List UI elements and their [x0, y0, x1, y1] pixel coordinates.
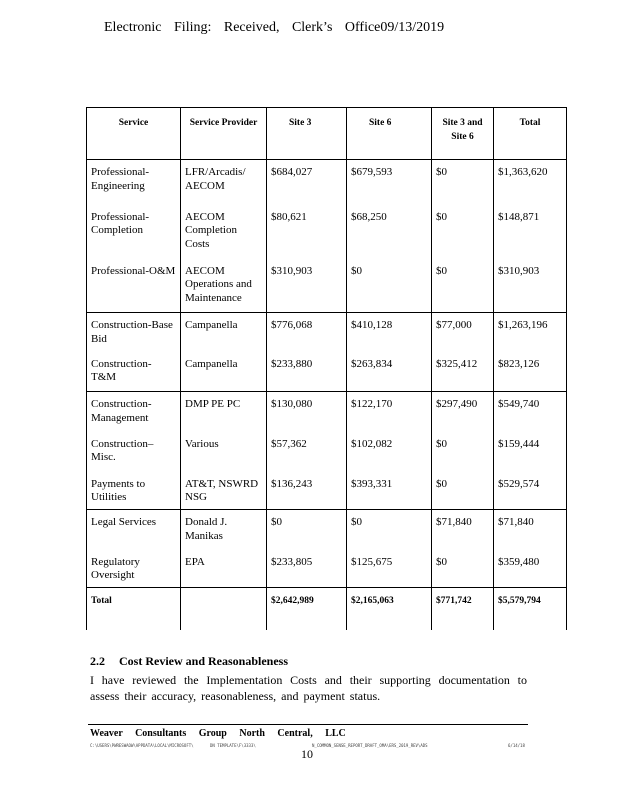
section-heading	[90, 654, 288, 669]
page-number: 10	[301, 747, 313, 761]
total-site3: $2,642,989	[267, 588, 347, 631]
cell-service: Professional-O&M	[87, 259, 181, 313]
cell-site36: $0	[432, 259, 494, 313]
table-row	[87, 472, 567, 510]
col-site3: Site 3	[267, 108, 347, 160]
cell-site36: $297,490	[432, 392, 494, 432]
cost-table	[86, 107, 567, 630]
cell-site36: $325,412	[432, 352, 494, 392]
cell-site3: $776,068	[267, 313, 347, 352]
cell-total: $359,480	[494, 550, 567, 588]
footer-path-right: N_COMMON_SENSE_REPORT_DRAFT_OMA\ERS_2019_REV\ADS	[312, 743, 428, 748]
cell-provider: AT&T, NSWRD NSG	[181, 472, 267, 510]
cell-site3: $0	[267, 510, 347, 550]
cell-site6: $263,834	[347, 352, 432, 392]
cell-site6: $102,082	[347, 432, 432, 472]
cell-provider: AECOM Operations and Maintenance	[181, 259, 267, 313]
footer-path-mid: DN TEMPLATE\F\3333\	[210, 743, 256, 748]
total-total: $5,579,794	[494, 588, 567, 631]
cell-total: $1,263,196	[494, 313, 567, 352]
footer-rule	[88, 724, 528, 725]
total-site6: $2,165,063	[347, 588, 432, 631]
cell-total: $71,840	[494, 510, 567, 550]
table-row	[87, 259, 567, 313]
cell-total: $148,871	[494, 205, 567, 259]
table-row	[87, 510, 567, 550]
cell-total: $1,363,620	[494, 160, 567, 205]
cell-provider: LFR/Arcadis/ AECOM	[181, 160, 267, 205]
cell-provider: Donald J. Manikas	[181, 510, 267, 550]
cell-site3: $136,243	[267, 472, 347, 510]
cell-provider: AECOM Completion Costs	[181, 205, 267, 259]
cell-site6: $0	[347, 259, 432, 313]
table-row	[87, 205, 567, 259]
col-provider: Service Provider	[181, 108, 267, 160]
cell-total: $310,903	[494, 259, 567, 313]
body-paragraph: I have reviewed the Implementation Costs and their supporting documentation to assess their accuracy, reasonableness, and payment status.	[90, 673, 527, 703]
cell-site3: $57,362	[267, 432, 347, 472]
cell-provider: Various	[181, 432, 267, 472]
table-row	[87, 550, 567, 588]
total-label: Total	[87, 588, 181, 631]
footer-date: 6/14/18	[508, 743, 525, 748]
cell-service: Construction-Base Bid	[87, 313, 181, 352]
cell-provider: Campanella	[181, 352, 267, 392]
cell-site36: $0	[432, 160, 494, 205]
cell-site3: $310,903	[267, 259, 347, 313]
total-provider-blank	[181, 588, 267, 631]
table-header-row	[87, 108, 567, 160]
cell-site36: $71,840	[432, 510, 494, 550]
cell-total: $529,574	[494, 472, 567, 510]
cell-site6: $393,331	[347, 472, 432, 510]
cell-site36: $0	[432, 472, 494, 510]
table-row	[87, 313, 567, 352]
table-row	[87, 160, 567, 205]
cell-site36: $0	[432, 550, 494, 588]
cell-site3: $684,027	[267, 160, 347, 205]
cell-service: Payments to Utilities	[87, 472, 181, 510]
cell-site6: $125,675	[347, 550, 432, 588]
cell-site3: $130,080	[267, 392, 347, 432]
cell-provider: DMP PE PC	[181, 392, 267, 432]
col-total: Total	[494, 108, 567, 160]
cell-total: $549,740	[494, 392, 567, 432]
cell-total: $823,126	[494, 352, 567, 392]
cell-site36: $0	[432, 432, 494, 472]
section-number: 2.2	[90, 654, 105, 668]
cell-site36: $0	[432, 205, 494, 259]
cell-site36: $77,000	[432, 313, 494, 352]
cell-site6: $0	[347, 510, 432, 550]
footer-company: Weaver Consultants Group North Central, LLC	[90, 728, 346, 739]
cell-service: Professional-Engineering	[87, 160, 181, 205]
cell-site3: $80,621	[267, 205, 347, 259]
cell-service: Construction–Misc.	[87, 432, 181, 472]
cell-site6: $410,128	[347, 313, 432, 352]
cell-site6: $122,170	[347, 392, 432, 432]
cell-service: Construction-T&M	[87, 352, 181, 392]
col-service: Service	[87, 108, 181, 160]
table-total-row	[87, 588, 567, 631]
cell-provider: Campanella	[181, 313, 267, 352]
cell-site3: $233,880	[267, 352, 347, 392]
col-site36: Site 3 and Site 6	[432, 108, 494, 160]
footer-path-left: C:\USERS\PWRESWAOW\APPDATA\LOCAL\MICROSOFT\	[90, 743, 194, 748]
cell-provider: EPA	[181, 550, 267, 588]
cell-total: $159,444	[494, 432, 567, 472]
filing-header: Electronic Filing: Received, Clerk’s Office09/13/2019	[104, 20, 445, 35]
cell-service: Professional-Completion	[87, 205, 181, 259]
cell-site6: $679,593	[347, 160, 432, 205]
col-site6: Site 6	[347, 108, 432, 160]
cell-service: Legal Services	[87, 510, 181, 550]
total-site36: $771,742	[432, 588, 494, 631]
section-title: Cost Review and Reasonableness	[119, 654, 289, 668]
cell-site3: $233,805	[267, 550, 347, 588]
table-row	[87, 432, 567, 472]
table-row	[87, 352, 567, 392]
table-row	[87, 392, 567, 432]
cell-service: Regulatory Oversight	[87, 550, 181, 588]
cell-site6: $68,250	[347, 205, 432, 259]
cell-service: Construction-Management	[87, 392, 181, 432]
